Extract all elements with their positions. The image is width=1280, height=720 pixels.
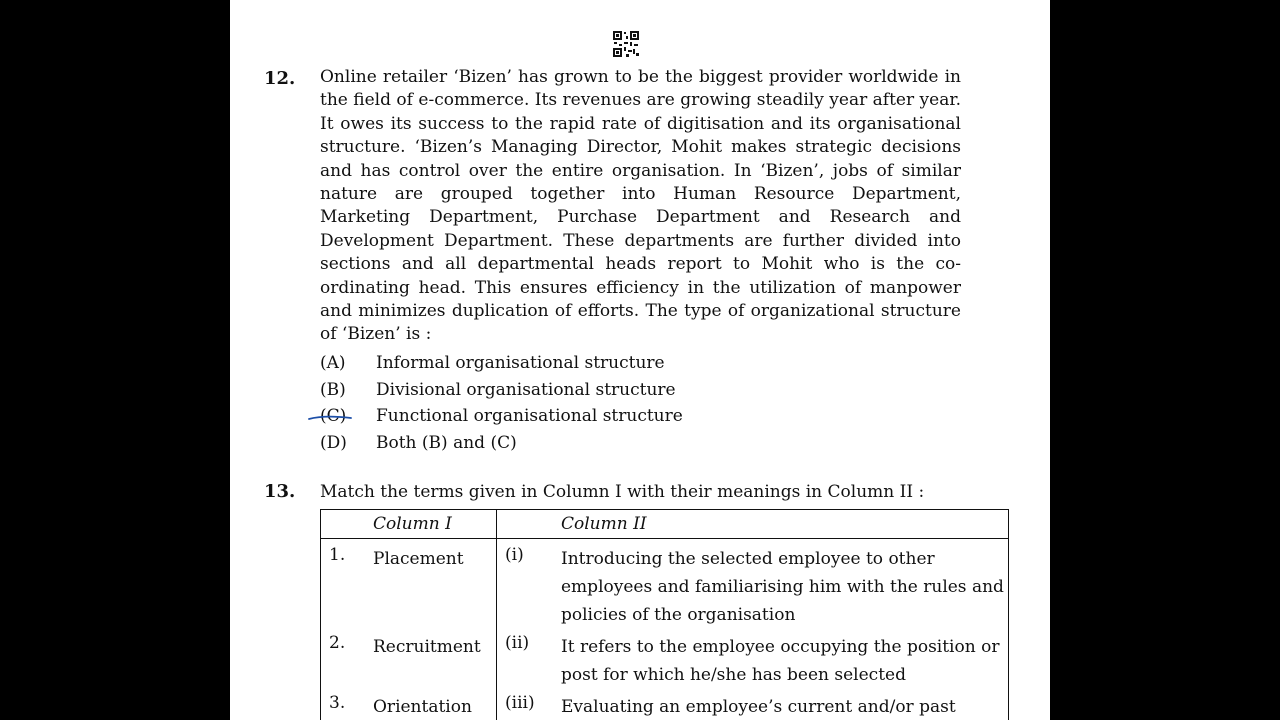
- exam-page: [230, 0, 1050, 720]
- option-label: (C): [320, 406, 347, 426]
- option-label: (B): [320, 379, 346, 400]
- term-number: 3.: [329, 693, 346, 713]
- term: Placement: [373, 549, 464, 569]
- question-13-number: 13.: [264, 481, 296, 502]
- option-a: [320, 350, 920, 377]
- match-table: [320, 509, 1009, 720]
- meaning: Evaluating an employee’s current and/or past: [561, 697, 956, 717]
- option-c: [320, 403, 920, 430]
- meaning-number: (ii): [505, 633, 530, 653]
- term: Recruitment: [373, 637, 481, 657]
- question-12-text: Online retailer ‘Bizen’ has grown to be the biggest provider worldwide in the field of e-commerce. Its revenues are growing steadily year after year. It owes its success to the rapid rate of digitisation and its organisational structure. ‘Bizen’s Managing Director, Mohit makes strategic decisions and has control over the entire organisation. In ‘Bizen’, jobs of similar nature are grouped together into Human Resource Department, Marketing Department, Purchase Department and Research and Development Department. These departments are further divided into sections and all departmental heads report to Mohit who is the co-ordinating head. This ensures efficiency in the utilization of manpower and minimizes duplication of efforts. The type of organizational structure of ‘Bizen’ is :: [320, 67, 961, 345]
- option-b: [320, 377, 920, 404]
- qr-code-icon: [612, 30, 640, 58]
- question-12-number: 12.: [264, 68, 296, 89]
- meaning: It refers to the employee occupying the position or post for which he/she has been selected: [561, 637, 1000, 685]
- pen-strike-mark: [308, 414, 352, 422]
- question-12-options: [320, 350, 920, 456]
- option-label: (A): [320, 353, 346, 373]
- question-13-text: Match the terms given in Column I with their meanings in Column II :: [320, 482, 925, 502]
- option-d: [320, 430, 920, 457]
- table-row: [321, 629, 1009, 689]
- meaning: Introducing the selected employee to other employees and familiarising him with the rules and policies of the organisation: [561, 549, 1004, 625]
- column-1-header: Column I: [321, 510, 497, 539]
- option-text: Both (B) and (C): [376, 432, 517, 453]
- table-row: [321, 689, 1009, 720]
- option-text: Functional organisational structure: [376, 406, 683, 426]
- option-label: (D): [320, 432, 347, 453]
- option-text: Divisional organisational structure: [376, 379, 676, 400]
- term: Orientation: [373, 697, 472, 717]
- table-row: [321, 539, 1009, 630]
- option-text: Informal organisational structure: [376, 353, 665, 373]
- term-number: 1.: [329, 545, 346, 565]
- column-2-header: Column II: [497, 510, 1009, 539]
- meaning-number: (i): [505, 545, 524, 565]
- term-number: 2.: [329, 633, 346, 653]
- meaning-number: (iii): [505, 693, 535, 713]
